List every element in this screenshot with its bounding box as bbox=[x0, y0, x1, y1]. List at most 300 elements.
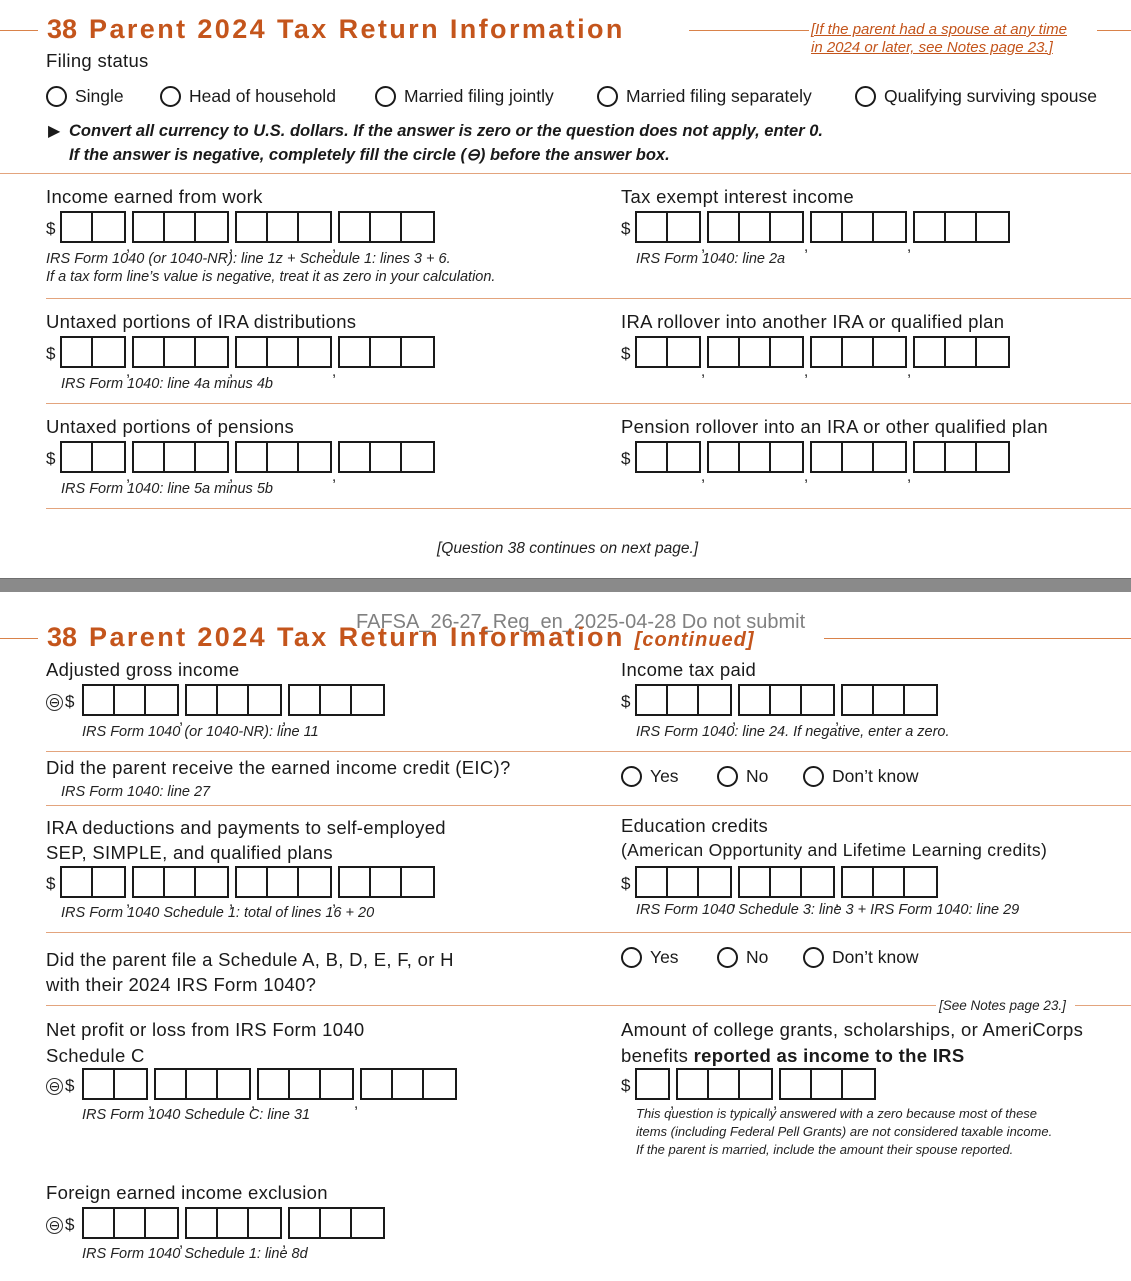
digit-group bbox=[338, 336, 435, 368]
dollar-sign: $ bbox=[621, 219, 631, 238]
digit-group bbox=[132, 866, 229, 898]
comma-separator bbox=[670, 1068, 676, 1100]
digit-box[interactable] bbox=[340, 338, 371, 366]
digit-group bbox=[288, 1207, 385, 1239]
dollar-sign: $ bbox=[46, 344, 56, 363]
digit-box[interactable] bbox=[402, 213, 433, 241]
schedule-radio-dont-know[interactable] bbox=[803, 947, 919, 968]
agi-input[interactable] bbox=[82, 684, 385, 716]
dollar-sign: $ bbox=[621, 874, 631, 893]
education-credits-label: Education credits bbox=[621, 815, 769, 836]
comma-separator bbox=[804, 441, 810, 473]
radio-circle[interactable] bbox=[46, 86, 67, 107]
digit-box[interactable] bbox=[84, 686, 115, 714]
tax-exempt-input[interactable] bbox=[635, 211, 1010, 243]
digit-box[interactable] bbox=[771, 213, 802, 241]
digit-box[interactable] bbox=[187, 686, 218, 714]
digit-box[interactable] bbox=[84, 1209, 115, 1237]
divider bbox=[46, 751, 1131, 752]
radio-circle[interactable] bbox=[597, 86, 618, 107]
digit-box[interactable] bbox=[371, 868, 402, 896]
digit-box[interactable] bbox=[843, 1070, 874, 1098]
radio-circle[interactable] bbox=[160, 86, 181, 107]
foreign-income-label: Foreign earned income exclusion bbox=[46, 1182, 328, 1203]
radio-label: Head of household bbox=[189, 86, 336, 106]
income-tax-input[interactable] bbox=[635, 684, 938, 716]
tax-exempt-hint: IRS Form 1040: line 2a bbox=[636, 251, 786, 267]
comma-separator bbox=[804, 336, 810, 368]
digit-box[interactable] bbox=[668, 443, 699, 471]
radio-label: Married filing jointly bbox=[404, 86, 554, 106]
education-credits-hint: IRS Form 1040 Schedule 3: line 3 + IRS Form 1040: line 29 bbox=[636, 902, 1020, 918]
comma-separator bbox=[179, 684, 185, 716]
digit-box[interactable] bbox=[874, 213, 905, 241]
ira-deductions-input[interactable] bbox=[60, 866, 435, 898]
income-work-hint-line1: IRS Form 1040 (or 1040-NR): line 1z + Schedule 1: lines 3 + 6. bbox=[46, 251, 451, 267]
digit-group bbox=[841, 866, 938, 898]
digit-box[interactable] bbox=[946, 213, 977, 241]
digit-box[interactable] bbox=[977, 338, 1008, 366]
ira-distributions-label: Untaxed portions of IRA distributions bbox=[46, 311, 357, 332]
digit-box[interactable] bbox=[62, 443, 93, 471]
radio-circle[interactable] bbox=[621, 766, 642, 787]
divider bbox=[46, 403, 1131, 404]
radio-circle[interactable] bbox=[375, 86, 396, 107]
page-separator bbox=[0, 578, 1131, 592]
digit-box[interactable] bbox=[268, 868, 299, 896]
digit-group bbox=[338, 866, 435, 898]
eic-radio-dont-know[interactable] bbox=[803, 766, 919, 787]
spouse-note-line2: in 2024 or later, see Notes page 23.] bbox=[811, 39, 1053, 56]
schedule-question bbox=[46, 947, 454, 997]
digit-group bbox=[60, 866, 126, 898]
radio-label: Yes bbox=[650, 947, 679, 967]
digit-group bbox=[360, 1068, 457, 1100]
grants-hint-line2: items (including Federal Pell Grants) are not considered taxable income. bbox=[636, 1124, 1053, 1139]
radio-circle[interactable] bbox=[621, 947, 642, 968]
radio-head-of-household[interactable] bbox=[160, 86, 336, 107]
digit-box[interactable] bbox=[678, 1070, 709, 1098]
radio-circle[interactable] bbox=[803, 766, 824, 787]
comma-separator bbox=[701, 336, 707, 368]
income-work-hint-line2: If a tax form line’s value is negative, treat it as zero in your calculation. bbox=[46, 269, 496, 285]
digit-box[interactable] bbox=[134, 213, 165, 241]
comma-separator bbox=[332, 441, 338, 473]
digit-box[interactable] bbox=[637, 443, 668, 471]
digit-box[interactable] bbox=[146, 1209, 177, 1237]
foreign-income-input[interactable] bbox=[82, 1207, 385, 1239]
comma-separator bbox=[179, 1207, 185, 1239]
digit-box[interactable] bbox=[393, 1070, 424, 1098]
digit-box[interactable] bbox=[668, 338, 699, 366]
digit-box[interactable] bbox=[290, 1209, 321, 1237]
digit-box[interactable] bbox=[93, 213, 124, 241]
comma-separator bbox=[148, 1068, 154, 1100]
digit-box[interactable] bbox=[402, 868, 433, 896]
digit-box[interactable] bbox=[299, 868, 330, 896]
section-number: 38 bbox=[47, 14, 78, 44]
digit-group bbox=[185, 1207, 282, 1239]
digit-box[interactable] bbox=[196, 868, 227, 896]
digit-box[interactable] bbox=[165, 443, 196, 471]
digit-box[interactable] bbox=[668, 868, 699, 896]
digit-box[interactable] bbox=[771, 338, 802, 366]
ira-deductions-label-line1: IRA deductions and payments to self-employed bbox=[46, 817, 446, 838]
dollar-sign: $ bbox=[46, 449, 56, 468]
comma-separator bbox=[701, 441, 707, 473]
income-work-input[interactable] bbox=[60, 211, 435, 243]
digit-box[interactable] bbox=[874, 686, 905, 714]
foreign-income-prefix bbox=[46, 1215, 74, 1235]
digit-box[interactable] bbox=[218, 1209, 249, 1237]
digit-box[interactable] bbox=[371, 338, 402, 366]
ira-rollover-input[interactable] bbox=[635, 336, 1010, 368]
radio-label: Single bbox=[75, 86, 124, 106]
digit-box[interactable] bbox=[237, 868, 268, 896]
negative-circle[interactable]: ⊖ bbox=[46, 1078, 63, 1095]
digit-box[interactable] bbox=[93, 443, 124, 471]
digit-box[interactable] bbox=[668, 686, 699, 714]
comma-separator bbox=[229, 866, 235, 898]
dollar-sign: $ bbox=[65, 1076, 75, 1095]
digit-box[interactable] bbox=[812, 1070, 843, 1098]
negative-circle[interactable]: ⊖ bbox=[46, 1217, 63, 1234]
digit-box[interactable] bbox=[637, 686, 668, 714]
comma-separator bbox=[282, 684, 288, 716]
form-page-2 bbox=[0, 592, 1131, 1281]
digit-box[interactable] bbox=[115, 1209, 146, 1237]
pension-rollover-input[interactable] bbox=[635, 441, 1010, 473]
digit-box[interactable] bbox=[402, 443, 433, 471]
digit-box[interactable] bbox=[740, 443, 771, 471]
digit-group bbox=[82, 1068, 148, 1100]
digit-box[interactable] bbox=[740, 338, 771, 366]
radio-circle[interactable] bbox=[803, 947, 824, 968]
comma-separator bbox=[126, 441, 132, 473]
digit-box[interactable] bbox=[740, 1070, 771, 1098]
digit-box[interactable] bbox=[321, 1209, 352, 1237]
income-work-label: Income earned from work bbox=[46, 186, 263, 207]
header-rule-left bbox=[0, 638, 38, 639]
digit-box[interactable] bbox=[699, 686, 730, 714]
digit-box[interactable] bbox=[352, 1209, 383, 1237]
radio-qualifying-surviving-spouse[interactable] bbox=[855, 86, 1097, 107]
grants-hint bbox=[636, 1105, 1052, 1159]
digit-group bbox=[635, 866, 732, 898]
digit-group bbox=[676, 1068, 773, 1100]
grants-input[interactable] bbox=[635, 1068, 876, 1100]
eic-radio-no[interactable] bbox=[717, 766, 768, 787]
comma-separator bbox=[251, 1068, 257, 1100]
comma-separator bbox=[732, 866, 738, 898]
ira-deductions-hint: IRS Form 1040 Schedule 1: total of lines 16 + 20 bbox=[61, 905, 375, 921]
agi-prefix bbox=[46, 692, 74, 712]
education-credits-input[interactable] bbox=[635, 866, 938, 898]
digit-box[interactable] bbox=[156, 1070, 187, 1098]
digit-box[interactable] bbox=[637, 213, 668, 241]
digit-group bbox=[235, 866, 332, 898]
radio-married-filing-jointly[interactable] bbox=[375, 86, 554, 107]
digit-box[interactable] bbox=[699, 868, 730, 896]
spouse-note-link[interactable] bbox=[811, 21, 1067, 57]
comma-separator bbox=[907, 441, 913, 473]
radio-label: Qualifying surviving spouse bbox=[884, 86, 1098, 106]
digit-box[interactable] bbox=[187, 1070, 218, 1098]
digit-group bbox=[60, 336, 126, 368]
grants-label-plain: benefits bbox=[621, 1045, 694, 1066]
digit-box[interactable] bbox=[134, 443, 165, 471]
ira-distributions-input[interactable] bbox=[60, 336, 435, 368]
digit-box[interactable] bbox=[268, 213, 299, 241]
radio-circle[interactable] bbox=[717, 947, 738, 968]
comma-separator bbox=[126, 866, 132, 898]
digit-box[interactable] bbox=[299, 338, 330, 366]
digit-box[interactable] bbox=[218, 686, 249, 714]
digit-box[interactable] bbox=[237, 213, 268, 241]
pensions-input[interactable] bbox=[60, 441, 435, 473]
digit-box[interactable] bbox=[977, 213, 1008, 241]
digit-box[interactable] bbox=[249, 686, 280, 714]
digit-box[interactable] bbox=[165, 868, 196, 896]
radio-label: No bbox=[746, 766, 769, 786]
digit-box[interactable] bbox=[843, 686, 874, 714]
digit-box[interactable] bbox=[134, 338, 165, 366]
digit-box[interactable] bbox=[196, 213, 227, 241]
see-notes-link[interactable]: [See Notes page 23.] bbox=[939, 998, 1066, 1013]
grants-hint-line1: This question is typically answered with a zero because most of these bbox=[636, 1106, 1038, 1121]
digit-box[interactable] bbox=[709, 213, 740, 241]
eic-radio-yes[interactable] bbox=[621, 766, 679, 787]
digit-box[interactable] bbox=[187, 1209, 218, 1237]
digit-box[interactable] bbox=[977, 443, 1008, 471]
digit-box[interactable] bbox=[915, 443, 946, 471]
radio-label: Don’t know bbox=[832, 766, 919, 786]
digit-box[interactable] bbox=[915, 213, 946, 241]
radio-single[interactable] bbox=[46, 86, 124, 107]
digit-box[interactable] bbox=[340, 213, 371, 241]
grants-hint-line3: If the parent is married, include the amount their spouse reported. bbox=[636, 1142, 1014, 1157]
digit-group bbox=[810, 441, 907, 473]
digit-box[interactable] bbox=[165, 338, 196, 366]
digit-box[interactable] bbox=[740, 213, 771, 241]
comma-separator bbox=[282, 1207, 288, 1239]
digit-box[interactable] bbox=[249, 1209, 280, 1237]
education-credits-sub: (American Opportunity and Lifetime Learning credits) bbox=[621, 840, 1048, 860]
agi-hint: IRS Form 1040 (or 1040-NR): line 11 bbox=[82, 724, 319, 740]
digit-box[interactable] bbox=[402, 338, 433, 366]
digit-box[interactable] bbox=[874, 443, 905, 471]
digit-box[interactable] bbox=[802, 686, 833, 714]
digit-group bbox=[338, 441, 435, 473]
comma-separator bbox=[229, 441, 235, 473]
comma-separator bbox=[229, 211, 235, 243]
comma-separator bbox=[332, 336, 338, 368]
digit-box[interactable] bbox=[905, 868, 936, 896]
divider bbox=[0, 173, 1131, 174]
digit-box[interactable] bbox=[709, 1070, 740, 1098]
digit-group bbox=[635, 684, 732, 716]
watermark: FAFSA_26-27_Reg_en_2025-04-28 Do not submit bbox=[356, 611, 806, 633]
digit-box[interactable] bbox=[362, 1070, 393, 1098]
grants-label-bold: reported as income to the IRS bbox=[693, 1045, 965, 1066]
ira-deductions-label bbox=[46, 815, 446, 865]
digit-box[interactable] bbox=[740, 686, 771, 714]
digit-box[interactable] bbox=[843, 868, 874, 896]
digit-box[interactable] bbox=[668, 213, 699, 241]
digit-box[interactable] bbox=[637, 1070, 668, 1098]
digit-box[interactable] bbox=[874, 868, 905, 896]
digit-group bbox=[810, 336, 907, 368]
digit-box[interactable] bbox=[771, 443, 802, 471]
digit-box[interactable] bbox=[268, 338, 299, 366]
digit-box[interactable] bbox=[134, 868, 165, 896]
digit-box[interactable] bbox=[812, 338, 843, 366]
digit-box[interactable] bbox=[371, 443, 402, 471]
instructions-line2: If the answer is negative, completely fill the circle (⊖) before the answer box. bbox=[69, 146, 670, 164]
grants-label-line1: Amount of college grants, scholarships, or AmeriCorps bbox=[621, 1019, 1084, 1040]
digit-box[interactable] bbox=[340, 868, 371, 896]
digit-box[interactable] bbox=[237, 338, 268, 366]
digit-box[interactable] bbox=[290, 686, 321, 714]
negative-circle[interactable]: ⊖ bbox=[46, 694, 63, 711]
tax-exempt-label: Tax exempt interest income bbox=[621, 186, 854, 207]
digit-group bbox=[235, 336, 332, 368]
comma-separator bbox=[907, 336, 913, 368]
form-page-1 bbox=[0, 0, 1131, 578]
digit-group bbox=[635, 211, 701, 243]
instruction-arrow-icon: ▶ bbox=[48, 123, 61, 140]
digit-box[interactable] bbox=[299, 213, 330, 241]
schedule-radio-yes[interactable] bbox=[621, 947, 679, 968]
header-rule-mid bbox=[689, 30, 809, 31]
digit-box[interactable] bbox=[843, 338, 874, 366]
digit-group bbox=[132, 441, 229, 473]
digit-group bbox=[913, 441, 1010, 473]
digit-box[interactable] bbox=[946, 443, 977, 471]
ira-deductions-label-line2: SEP, SIMPLE, and qualified plans bbox=[46, 842, 333, 863]
digit-box[interactable] bbox=[352, 686, 383, 714]
dollar-sign: $ bbox=[621, 1076, 631, 1095]
comma-separator bbox=[126, 336, 132, 368]
digit-group bbox=[635, 1068, 670, 1100]
radio-married-filing-separately[interactable] bbox=[597, 86, 812, 107]
comma-separator bbox=[332, 211, 338, 243]
digit-box[interactable] bbox=[84, 1070, 115, 1098]
digit-box[interactable] bbox=[709, 443, 740, 471]
digit-box[interactable] bbox=[237, 443, 268, 471]
digit-box[interactable] bbox=[62, 338, 93, 366]
digit-group bbox=[60, 211, 126, 243]
digit-box[interactable] bbox=[93, 338, 124, 366]
digit-box[interactable] bbox=[781, 1070, 812, 1098]
digit-box[interactable] bbox=[146, 686, 177, 714]
section-number: 38 bbox=[47, 622, 78, 652]
digit-box[interactable] bbox=[165, 213, 196, 241]
digit-box[interactable] bbox=[321, 686, 352, 714]
digit-box[interactable] bbox=[946, 338, 977, 366]
section-title: Parent 2024 Tax Return Information bbox=[89, 622, 625, 652]
digit-box[interactable] bbox=[874, 338, 905, 366]
digit-box[interactable] bbox=[740, 868, 771, 896]
digit-box[interactable] bbox=[802, 868, 833, 896]
digit-box[interactable] bbox=[196, 443, 227, 471]
digit-box[interactable] bbox=[196, 338, 227, 366]
radio-circle[interactable] bbox=[855, 86, 876, 107]
section-title: Parent 2024 Tax Return Information bbox=[89, 14, 625, 44]
digit-box[interactable] bbox=[115, 686, 146, 714]
digit-box[interactable] bbox=[218, 1070, 249, 1098]
digit-group bbox=[707, 441, 804, 473]
radio-circle[interactable] bbox=[717, 766, 738, 787]
divider bbox=[46, 298, 1131, 299]
digit-box[interactable] bbox=[424, 1070, 455, 1098]
pensions-label: Untaxed portions of pensions bbox=[46, 416, 295, 437]
digit-box[interactable] bbox=[812, 443, 843, 471]
net-profit-input[interactable] bbox=[82, 1068, 457, 1100]
digit-group bbox=[913, 211, 1010, 243]
digit-group bbox=[913, 336, 1010, 368]
digit-box[interactable] bbox=[115, 1070, 146, 1098]
net-profit-hint: IRS Form 1040 Schedule C: line 31 bbox=[82, 1107, 311, 1123]
spouse-note-line1: [If the parent had a spouse at any time bbox=[811, 21, 1067, 38]
digit-box[interactable] bbox=[62, 213, 93, 241]
digit-box[interactable] bbox=[340, 443, 371, 471]
dollar-sign: $ bbox=[621, 449, 631, 468]
eic-question: Did the parent receive the earned income credit (EIC)? bbox=[46, 757, 511, 778]
digit-box[interactable] bbox=[290, 1070, 321, 1098]
comma-separator bbox=[701, 211, 707, 243]
digit-box[interactable] bbox=[771, 868, 802, 896]
digit-box[interactable] bbox=[93, 868, 124, 896]
digit-box[interactable] bbox=[268, 443, 299, 471]
digit-box[interactable] bbox=[771, 686, 802, 714]
digit-box[interactable] bbox=[812, 213, 843, 241]
digit-group bbox=[235, 441, 332, 473]
schedule-radio-no[interactable] bbox=[717, 947, 768, 968]
digit-box[interactable] bbox=[709, 338, 740, 366]
divider bbox=[46, 932, 1131, 933]
comma-separator bbox=[332, 866, 338, 898]
digit-box[interactable] bbox=[905, 686, 936, 714]
digit-box[interactable] bbox=[299, 443, 330, 471]
instructions bbox=[69, 119, 823, 167]
digit-box[interactable] bbox=[371, 213, 402, 241]
digit-group bbox=[257, 1068, 354, 1100]
comma-separator bbox=[804, 211, 810, 243]
agi-label: Adjusted gross income bbox=[46, 659, 240, 680]
digit-box[interactable] bbox=[62, 868, 93, 896]
digit-box[interactable] bbox=[637, 868, 668, 896]
section-header bbox=[47, 622, 755, 653]
digit-box[interactable] bbox=[843, 443, 874, 471]
digit-box[interactable] bbox=[915, 338, 946, 366]
digit-box[interactable] bbox=[637, 338, 668, 366]
digit-group bbox=[738, 684, 835, 716]
digit-box[interactable] bbox=[259, 1070, 290, 1098]
grants-label-line2 bbox=[621, 1043, 1083, 1069]
digit-group bbox=[154, 1068, 251, 1100]
grants-label bbox=[621, 1017, 1083, 1069]
digit-group bbox=[185, 684, 282, 716]
continues-note: [Question 38 continues on next page.] bbox=[437, 540, 699, 557]
digit-box[interactable] bbox=[321, 1070, 352, 1098]
digit-group bbox=[82, 684, 179, 716]
digit-box[interactable] bbox=[843, 213, 874, 241]
income-tax-label: Income tax paid bbox=[621, 659, 757, 680]
comma-separator bbox=[835, 684, 841, 716]
comma-separator bbox=[835, 866, 841, 898]
comma-separator bbox=[354, 1068, 360, 1100]
